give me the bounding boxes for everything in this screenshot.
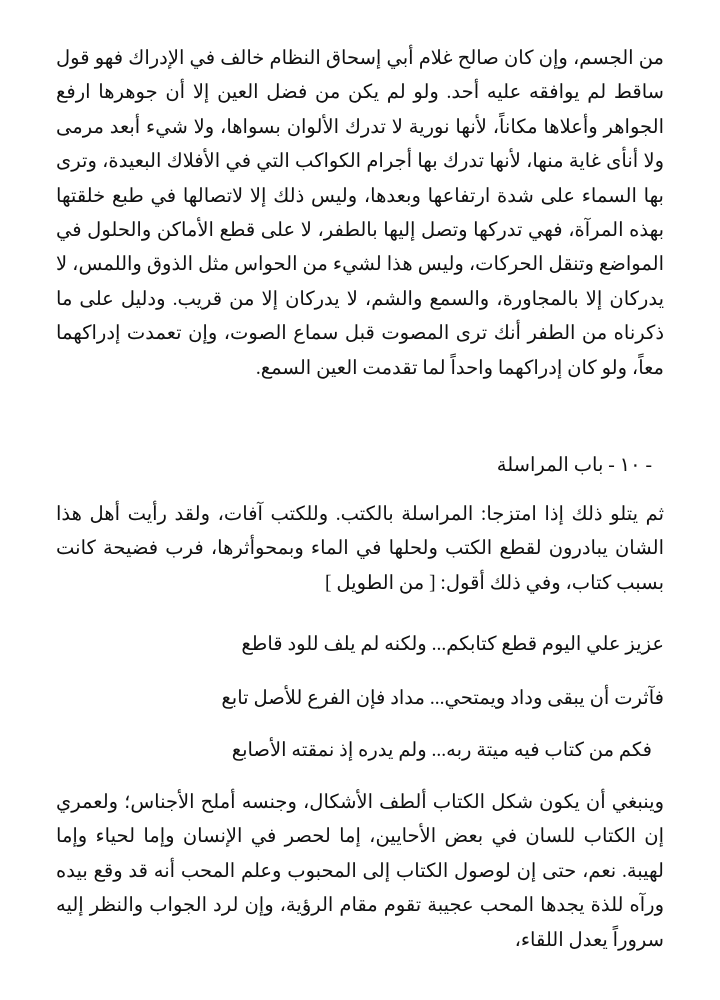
body-paragraph: وينبغي أن يكون شكل الكتاب ألطف الأشكال، وجنسه أملح الأجناس؛ ولعمري إن الكتاب للسان في بعض الأحايين، إما لحصر في الإنسان وإما لحياء وإما لهيبة. نعم، حتى إن لوصول الكتاب إلى المحبوب وعلم المحب أنه قد وقع بيده ورآه للذة يجدها المحب عجيبة تقوم مقام الرؤية، وإن لرد الجواب والنظر إليه سروراً يعدل اللقاء، (56, 792, 664, 951)
poem-verse: فآثرت أن يبقى وداد ويمتحي... مداد فإن الفرع للأصل تابع (221, 688, 664, 709)
poem-verse: عزيز علي اليوم قطع كتابكم... ولكنه لم يلف للود قاطع (241, 634, 664, 655)
section-heading: - ١٠ - باب المراسلة (496, 455, 652, 476)
body-paragraph: ثم يتلو ذلك إذا امتزجا: المراسلة بالكتب. وللكتب آفات، ولقد رأيت أهل هذا الشان يبادرون لقطع الكتب ولحلها في الماء وبمحوأثرها، فرب فضيحة كانت بسبب كتاب، وفي ذلك أقول: [ من الطويل ] (56, 504, 664, 594)
poem-verse: فكم من كتاب فيه ميتة ربه... ولم يدره إذ نمقته الأصابع (231, 740, 652, 761)
body-paragraph: من الجسم، وإن كان صالح غلام أبي إسحاق النظام خالف في الإدراك فهو قول ساقط لم يوافقه عليه أحد. ولو لم يكن من فضل العين إلا أن جوهرها ارفع الجواهر وأعلاها مكاناً، لأنها نورية لا تدرك الألوان بسواها، ولا شيء أبعد مرمى ولا أنأى غاية منها، لأنها تدرك بها أجرام الكواكب التي في الأفلاك البعيدة، وترى بها السماء على شدة ارتفاعها وبعدها، وليس ذلك إلا لاتصالها في طبع خلقتها بهذه المرآة، فهي تدركها وتصل إليها بالطفر، لا على قطع الأماكن والحلول في المواضع وتنقل الحركات، وليس هذا لشيء من الحواس مثل الذوق واللمس، لا يدركان إلا بالمجاورة، والسمع والشم، لا يدركان إلا من قريب. ودليل على ما ذكرناه من الطفر أنك ترى المصوت قبل سماع الصوت، وإن تعمدت إدراكهما معاً، ولو كان إدراكهما واحداً لما تقدمت العين السمع. (56, 48, 664, 379)
